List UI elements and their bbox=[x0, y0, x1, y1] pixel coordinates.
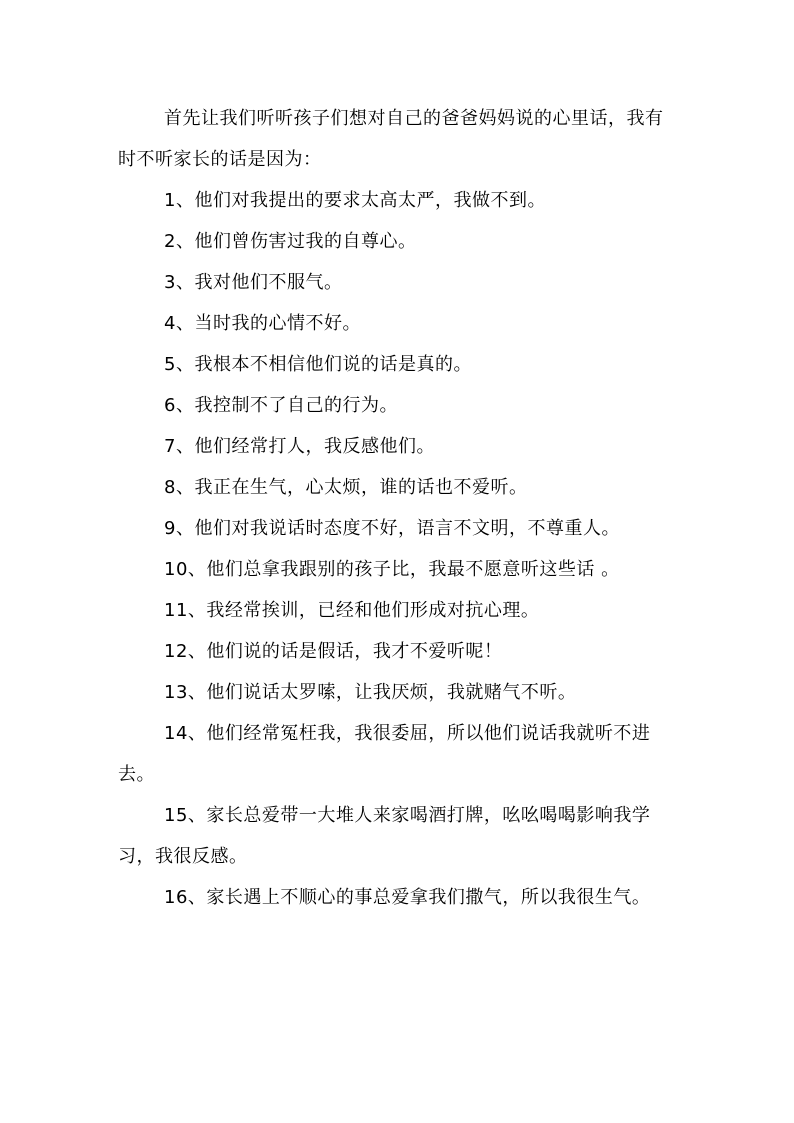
list-item-15: 15、家长总爱带一大堆人来家喝酒打牌，吆吆喝喝影响我学习，我很反感。 bbox=[118, 805, 651, 867]
list-item-7: 7、他们经常打人，我反感他们。 bbox=[164, 436, 435, 457]
list-item-1: 1、他们对我提出的要求太高太严，我做不到。 bbox=[164, 190, 546, 211]
list-item-6: 6、我控制不了自己的行为。 bbox=[164, 395, 398, 416]
list-item-13: 13、他们说话太罗嗦，让我厌烦，我就赌气不听。 bbox=[164, 682, 577, 703]
intro-paragraph: 首先让我们听听孩子们想对自己的爸爸妈妈说的心里话，我有时不听家长的话是因为： bbox=[118, 108, 664, 170]
list-item-4: 4、当时我的心情不好。 bbox=[164, 313, 361, 334]
list-item-5: 5、我根本不相信他们说的话是真的。 bbox=[164, 354, 472, 375]
list-item-8: 8、我正在生气，心太烦，谁的话也不爱听。 bbox=[164, 477, 528, 498]
list-item-12: 12、他们说的话是假话，我才不爱听呢！ bbox=[164, 641, 503, 662]
list-item-14: 14、他们经常冤枉我，我很委屈，所以他们说话我就听不进去。 bbox=[118, 723, 651, 785]
list-item-16: 16、家长遇上不顺心的事总爱拿我们撒气，所以我很生气。 bbox=[164, 887, 651, 908]
list-item-10: 10、他们总拿我跟别的孩子比，我最不愿意听这些话 。 bbox=[164, 559, 620, 580]
list-item-2: 2、他们曾伤害过我的自尊心。 bbox=[164, 231, 417, 252]
list-item-3: 3、我对他们不服气。 bbox=[164, 272, 343, 293]
document-body bbox=[118, 98, 678, 918]
list-item-11: 11、我经常挨训，已经和他们形成对抗心理。 bbox=[164, 600, 540, 621]
list-item-9: 9、他们对我说话时态度不好，语言不文明，不尊重人。 bbox=[164, 518, 620, 539]
